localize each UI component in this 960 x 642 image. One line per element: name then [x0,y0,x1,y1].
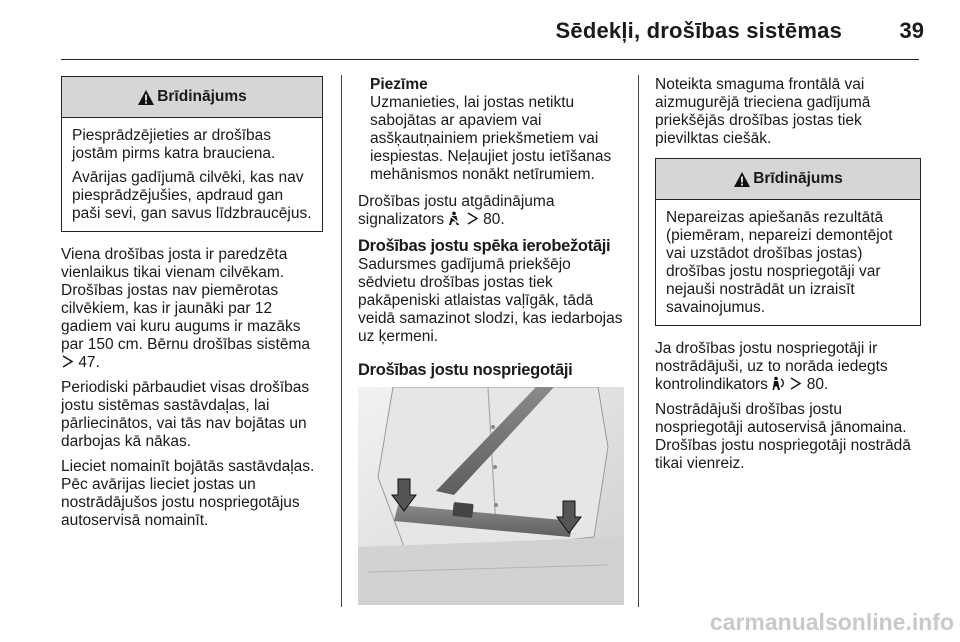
warning-box [61,76,323,232]
body-paragraph: Nostrādājuši drošības jostu nospriegotāji autoservisā jānomaina. Drošības jostu nospriegotāji nostrādā tikai vienreiz. [655,401,911,472]
page-number: 39 [899,18,924,43]
seatbelt-pretensioner-illustration [358,387,624,605]
body-paragraph: Lieciet nomainīt bojātās sastāvdaļas. Pēc avārijas lieciet jostas un nostrādājušos jostu nospriegotājus autoservisā nomainīt. [61,458,315,529]
warning-body [656,200,920,325]
warning-body [62,118,322,231]
header-rule [61,59,919,60]
page-reference-icon [789,376,802,391]
warning-header [656,159,920,200]
warning-triangle-icon [733,171,751,188]
column-1 [61,76,323,537]
warning-text: Nepareizas apiešanās rezultātā (piemēram, nepareizi demontējot vai uzstādot drošības jostas) drošības jostu nospriegotāji var nejauši nostrādāt un izraisīt savainojumus. [666,209,893,316]
note-label: Piezīme [370,76,428,93]
column-divider-2 [638,75,639,607]
body-paragraph: Ja drošības jostu nospriegotāji ir nostrādājuši, uz to norāda iedegts kontrolindikators 80. [655,340,888,393]
column-divider-1 [341,75,342,607]
warning-box [655,158,921,326]
note-block [358,76,626,184]
watermark: carmanualsonline.info [709,609,954,635]
page-reference-icon [61,354,74,369]
body-paragraph: Drošības jostu atgādinājuma signalizators 80. [358,193,555,228]
warning-header [62,77,322,118]
warning-text: Avārijas gadījumā cilvēki, kas nav piesprādzējušies, apdraud gan paši sevi, gan savus līdzbraucējus. [72,169,312,222]
section-heading: Drošības jostu spēka ierobežotāji [358,237,611,255]
section-heading: Drošības jostu nospriegotāji [358,361,573,379]
body-paragraph: Viena drošības josta ir paredzēta vienlaikus tikai vienam cilvēkam. Drošības jostas nav piemērotas cilvēkiem, kas ir jaunāki par 12 gadiem vai kuru augums ir mazāks par 150 cm. Bērnu drošības sistēma 47. [61,246,310,371]
note-text: Uzmanieties, lai jostas netiktu sabojātas ar apaviem vai asšķautņainiem priekšmetiem vai iespiestas. Neļaujiet jostu ietīšanas mehānismos nonākt netīrumiem. [370,94,612,183]
warning-triangle-icon [137,89,155,106]
body-paragraph: Periodiski pārbaudiet visas drošības jostu sistēmas sastāvdaļas, lai pārliecinātos, vai tās nav bojātas un darbojas kā nākas. [61,379,310,450]
page-title: Sēdekļi, drošības sistēmas [555,18,842,43]
warning-heading: Brīdinājums [753,170,843,187]
page-reference-icon [466,211,479,226]
body-paragraph: Sadursmes gadījumā priekšējo sēdvietu drošības jostas tiek pakāpeniski atlaistas vaļīgāk, tādā veidā samazinot slodzi, kas iedarbojas uz ķermeni. [358,256,623,345]
warning-text: Piesprādzējieties ar drošības jostām pirms katra brauciena. [72,127,276,162]
column-2 [358,76,626,380]
body-paragraph: Noteikta smaguma frontālā vai aizmugurējā trieciena gadījumā priekšējās drošības jostas tiek pievilktas ciešāk. [655,76,871,147]
warning-heading: Brīdinājums [157,88,247,105]
seatbelt-reminder-icon [448,211,461,226]
column-3 [655,76,921,480]
airbag-indicator-icon [772,376,785,391]
